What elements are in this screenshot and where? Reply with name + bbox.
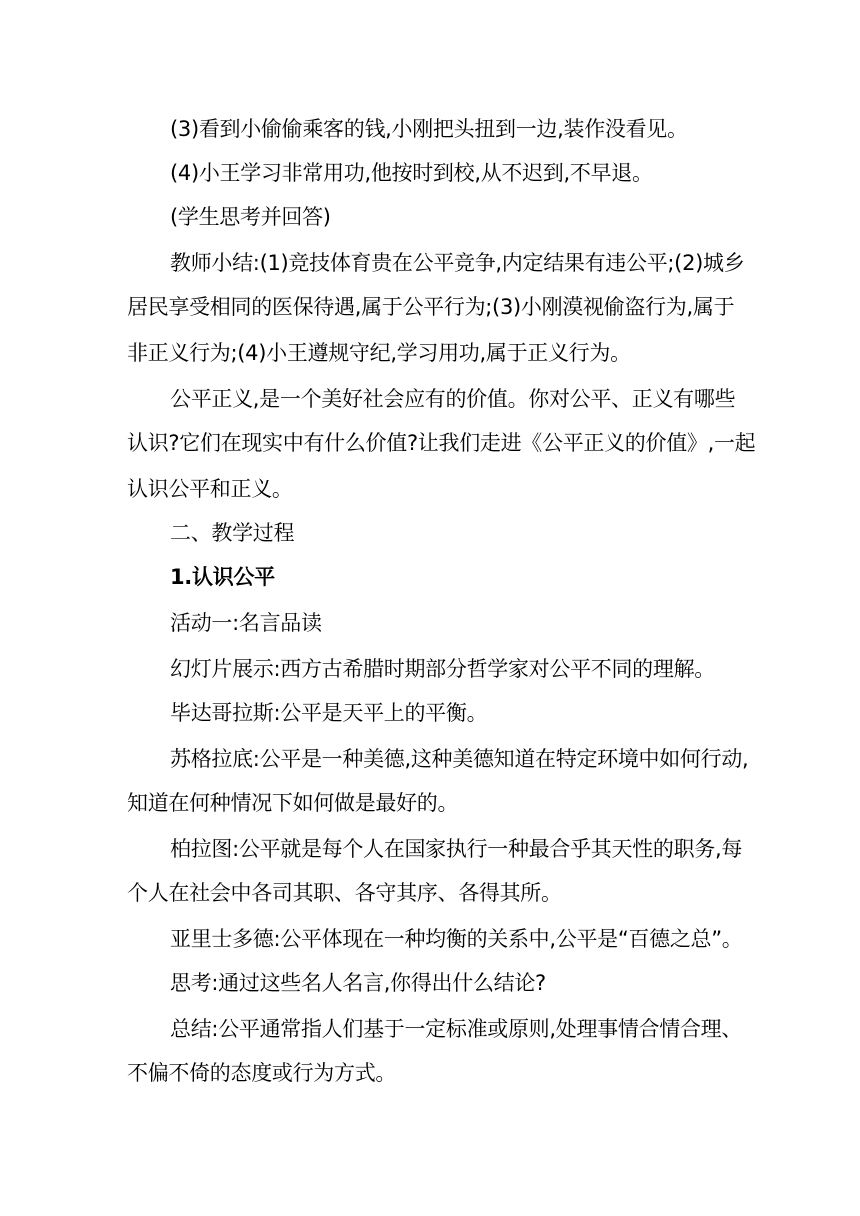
paragraph-line: 幻灯片展示:西方古希腊时期部分哲学家对公平不同的理解。 xyxy=(170,657,715,681)
subsection-heading: 1.认识公平 xyxy=(170,565,275,589)
paragraph-line: 总结:公平通常指人们基于一定标准或原则,处理事情合情合理、 xyxy=(170,1017,743,1041)
paragraph-line: 柏拉图:公平就是每个人在国家执行一种最合乎其天性的职务,每 xyxy=(170,837,743,861)
paragraph-line: (3)看到小偷偷乘客的钱,小刚把头扭到一边,装作没看见。 xyxy=(170,117,688,141)
paragraph-line: 个人在社会中各司其职、各守其序、各得其所。 xyxy=(127,881,562,905)
paragraph-line: (4)小王学习非常用功,他按时到校,从不迟到,不早退。 xyxy=(170,161,653,185)
paragraph-line: 毕达哥拉斯:公平是天平上的平衡。 xyxy=(170,701,488,725)
paragraph-line: 思考:通过这些名人名言,你得出什么结论? xyxy=(170,971,546,995)
section-heading: 二、教学过程 xyxy=(170,521,295,545)
paragraph-line: 活动一:名言品读 xyxy=(170,611,322,635)
paragraph-line: 认识?它们在现实中有什么价值?让我们走进《公平正义的价值》,一起 xyxy=(127,431,756,455)
paragraph-line: 非正义行为;(4)小王遵规守纪,学习用功,属于正义行为。 xyxy=(127,341,631,365)
paragraph-line: 认识公平和正义。 xyxy=(127,477,293,501)
paragraph-line: 教师小结:(1)竞技体育贵在公平竞争,内定结果有违公平;(2)城乡 xyxy=(170,251,745,275)
paragraph-line: (学生思考并回答) xyxy=(170,205,331,229)
paragraph-line: 不偏不倚的态度或行为方式。 xyxy=(127,1061,397,1085)
paragraph-line: 亚里士多德:公平体现在一种均衡的关系中,公平是“百德之总”。 xyxy=(170,927,743,951)
paragraph-line: 知道在何种情况下如何做是最好的。 xyxy=(127,791,459,815)
paragraph-line: 苏格拉底:公平是一种美德,这种美德知道在特定环境中如何行动, xyxy=(170,747,749,771)
paragraph-line: 公平正义,是一个美好社会应有的价值。你对公平、正义有哪些 xyxy=(170,387,736,411)
paragraph-line: 居民享受相同的医保待遇,属于公平行为;(3)小刚漠视偷盗行为,属于 xyxy=(127,295,735,319)
